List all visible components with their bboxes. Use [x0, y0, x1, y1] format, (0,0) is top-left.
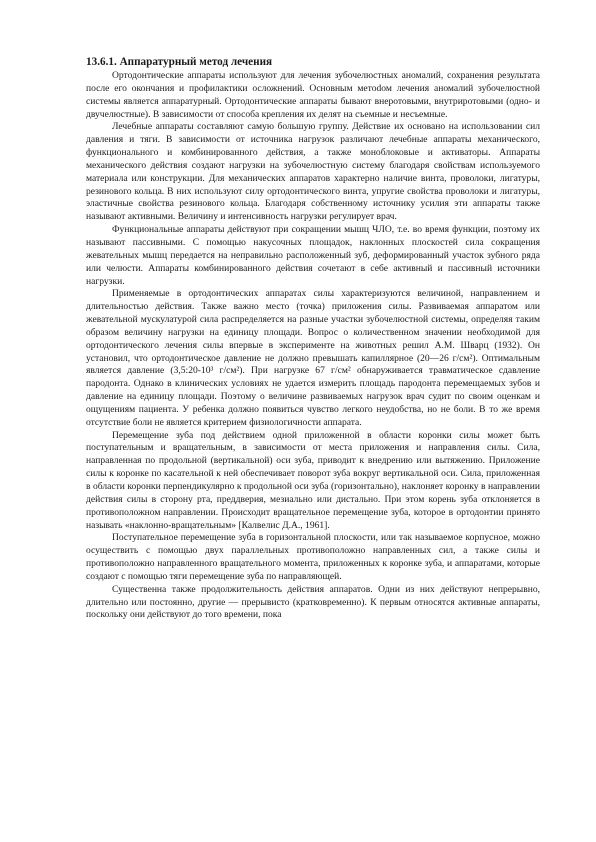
paragraph-forces: Применяемые в ортодонтических аппаратах силы характеризуются величиной, направлением и длительностью действия. Также важно место (точка) приложения силы. Развиваемая аппаратом или жевательной мускулатурой сила распределяется на разные участки зубочелюстной системы, определяя таким образом величину нагрузки на единицу площади. Вопрос о количественном значении необходимой для ортодонтического лечения силы впервые в эксперименте на животных решил А.М. Шварц (1932). Он установил, что ортодонтическое давление не должно превышать капиллярное (20—26 г/см²). Оптимальным является давление (3,5:20-10³ г/см²). При нагрузке 67 г/см² обнаруживается травматическое сдавление пародонта. Однако в клинических условиях не удается измерить площадь пародонта перемещаемых зубов и давление на единицу площади. Поэтому о величине развиваемых нагрузок врач судит по своим оценкам и ощущениям пациента. У ребенка должно появиться чувство легкого неудобства, но не боли. В то же время отсутствие боли не является критерием физиологичности аппарата.	[86, 288, 540, 428]
paragraph-tooth-movement: Перемещение зуба под действием одной приложенной в области коронки силы может быть поступательным и вращательным, в зависимости от места приложения и направления силы. Сила, направленная по продольной (вертикальной) оси зуба, приводит к внедрению или вытяжению. Приложение силы к коронке по касательной к ней обеспечивает поворот зуба вокруг вертикальной оси. Сила, приложенная в области коронки перпендикулярно к продольной оси зуба (горизонтально), наклоняет коронку в направлении действия силы в сторону рта, преддверия, мезиально или дистально. При этом корень зуба отклоняется в противоположном направлении. Происходит вращательное перемещение зуба, которое в ортодонтии принято называть «наклонно-вращательным» [Калвелис Д.А., 1961].	[86, 429, 540, 531]
paragraph-functional-appliances: Функциональные аппараты действуют при сокращении мышц ЧЛО, т.е. во время функции, поэтому их называют пассивными. С помощью накусочных площадок, наклонных плоскостей сила сокращения жевательных мышц передается на неправильно расположенный зуб, деформированный участок зубного ряда или челюсти. Аппараты комбинированного действия сочетают в себе активный и пассивный источники нагрузки.	[86, 224, 540, 287]
paragraph-duration: Существенна также продолжительность действия аппаратов. Одни из них действуют непрерывно, длительно или постоянно, другие — прерывисто (кратковременно). К первым относятся активные аппараты, поскольку они действуют до того времени, пока	[86, 583, 540, 621]
paragraph-treatment-appliances: Лечебные аппараты составляют самую большую группу. Действие их основано на использовании сил давления и тяги. В зависимости от источника нагрузок различают лечебные аппараты механического, функционального и комбинированного действия, а также моноблоковые и активаторы. Аппараты механического действия создают нагрузки на зубочелюстную систему благодаря свойствам используемого материала или конструкции. Для механических аппаратов характерно наличие винта, проволоки, лигатуры, резинового кольца. В них используют силу ортодонтического винта, упругие свойства проволоки и лигатуры, эластичные свойства резинового кольца. Благодаря собственному источнику усилия эти аппараты также называют активными. Величину и интенсивность нагрузки регулирует врач.	[86, 121, 540, 223]
paragraph-appliances-intro: Ортодонтические аппараты используют для лечения зубочелюстных аномалий, сохранения результата после его окончания и профилактики осложнений. Основным метоdом лечения аномалий зубочелюстной системы является аппаратурный. Ортодонтические аппараты бывают внеротовыми, внутриротовыми (одно- и двучелюстные). В зависимости от способа крепления их делят на съемные и несъемные.	[86, 70, 540, 120]
paragraph-bodily-movement: Поступательное перемещение зуба в горизонтальной плоскости, или так называемое корпусное, можно осуществить с помощью двух параллельных противоположно направленных сил, а также силы и противоположно направленного вращательного момента, приложенных к коронке зуба, и аппаратами, которые создают с помощью тяги перемещение зуба по направляющей.	[86, 532, 540, 582]
section-heading: 13.6.1. Аппаратурный метод лечения	[86, 56, 273, 68]
